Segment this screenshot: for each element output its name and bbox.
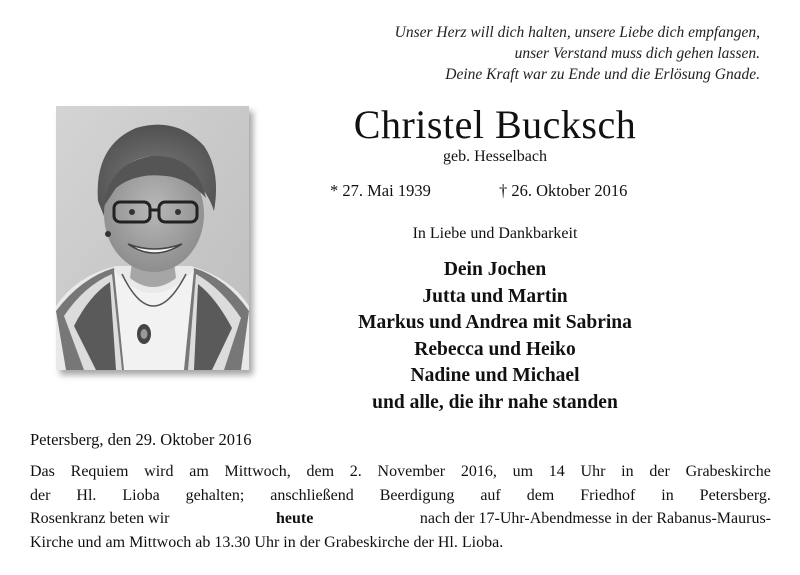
deceased-name: Christel Bucksch: [353, 102, 637, 147]
notice-word: 2.: [349, 463, 362, 480]
notice-word: Mittwoch,: [224, 463, 291, 480]
notice-word: Hl.: [76, 486, 97, 504]
notice-emphasis: heute: [276, 510, 314, 527]
notice-word: Grabeskirche: [685, 463, 771, 480]
notice-word: Das: [30, 463, 55, 480]
notice-word: Petersberg.: [699, 486, 771, 504]
place-and-date: Petersberg, den 29. Oktober 2016: [30, 430, 252, 449]
dedication-text: In Liebe und Dankbarkeit: [412, 225, 578, 242]
notice-word: gehalten;: [185, 486, 245, 504]
mourner-line: Dein Jochen: [443, 259, 547, 280]
birth-date: * 27. Mai 1939: [330, 181, 431, 200]
maiden-name: geb. Hesselbach: [443, 148, 547, 165]
mourner-line: Markus und Andrea mit Sabrina: [358, 312, 632, 333]
mourner-line: Jutta und Martin: [422, 285, 568, 307]
poem-line: Unser Herz will dich halten, unsere Liebe dich empfangen,: [394, 24, 760, 41]
mourners-list: [270, 257, 720, 416]
notice-word: 2016,: [460, 463, 497, 480]
memorial-poem: [230, 22, 760, 85]
notice-word: Lioba: [122, 486, 160, 504]
notice-word: Requiem: [70, 463, 129, 480]
notice-word: dem: [526, 486, 555, 504]
notice-word: der: [649, 463, 670, 480]
notice-line-3: [30, 507, 771, 531]
notice-text: Rosenkranz beten wir: [30, 510, 170, 527]
mourner-line: Nadine und Michael: [410, 365, 580, 386]
death-date: † 26. Oktober 2016: [499, 181, 628, 200]
portrait-photo: [56, 106, 249, 370]
poem-line: Deine Kraft war zu Ende und die Erlösung Gnade.: [445, 66, 760, 83]
notice-line-2: [30, 484, 771, 508]
notice-word: in: [621, 463, 634, 480]
notice-word: anschließend: [270, 486, 354, 504]
notice-word: dem: [306, 463, 335, 480]
notice-word: am: [189, 463, 209, 480]
notice-text: nach der 17-Uhr-Abendmesse in der Rabanus-Maurus-: [419, 510, 771, 527]
notice-line-1: [30, 460, 771, 484]
poem-line: unser Verstand muss dich gehen lassen.: [514, 45, 760, 62]
notice-word: auf: [480, 486, 501, 504]
notice-line-4: Kirche und am Mittwoch ab 13.30 Uhr in der Grabeskirche der Hl. Lioba.: [30, 533, 504, 551]
funeral-notice: [30, 460, 771, 554]
notice-word: Uhr: [580, 463, 606, 480]
notice-word: um: [512, 463, 534, 480]
notice-word: November: [377, 463, 446, 480]
notice-word: Friedhof: [580, 486, 636, 504]
notice-word: 14: [548, 463, 565, 480]
notice-word: Beerdigung: [379, 486, 455, 504]
mourner-line: und alle, die ihr nahe standen: [372, 391, 618, 413]
mourner-line: Rebecca und Heiko: [414, 338, 576, 360]
notice-word: der: [30, 486, 51, 504]
notice-word: in: [661, 486, 674, 504]
notice-word: wird: [144, 463, 174, 480]
